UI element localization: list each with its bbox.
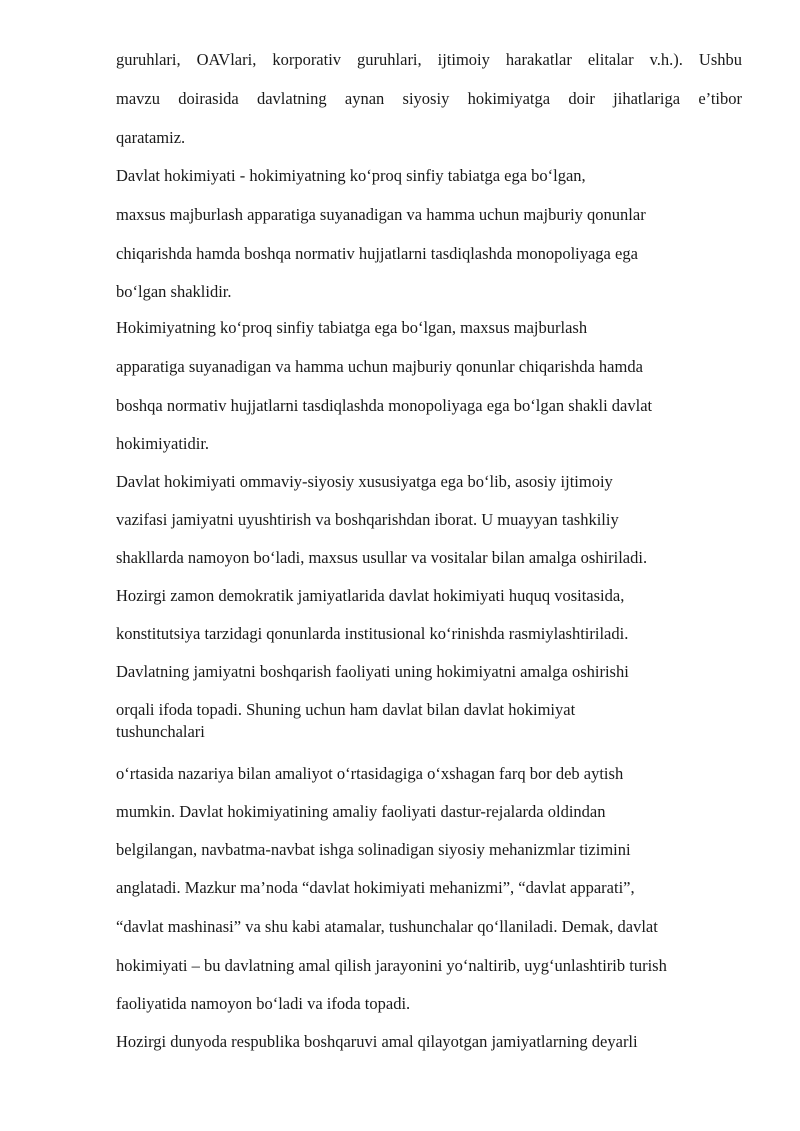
text-line: boshqa normativ hujjatlarni tasdiqlashda monopoliyaga ega bo‘lgan shakli davlat: [116, 396, 653, 415]
text-line: qaratamiz.: [116, 128, 186, 147]
text-line: Davlat hokimiyati - hokimiyatning ko‘proq sinfiy tabiatga ega bo‘lgan,: [116, 166, 586, 185]
text-line: Davlatning jamiyatni boshqarish faoliyati uning hokimiyatni amalga oshirishi: [116, 662, 629, 681]
text-line: guruhlari, OAVlari, korporativ guruhlari, ijtimoiy harakatlar elitalar v.h.). Ushbu: [116, 50, 742, 69]
text-line: shakllarda namoyon bo‘ladi, maxsus usullar va vositalar bilan amalga oshiriladi.: [116, 548, 648, 567]
text-line: chiqarishda hamda boshqa normativ hujjatlarni tasdiqlashda monopoliyaga ega: [116, 244, 638, 263]
text-line: bo‘lgan shaklidir.: [116, 282, 232, 301]
text-line: mumkin. Davlat hokimiyatining amaliy faoliyati dastur-rejalarda oldindan: [116, 802, 606, 821]
text-line: Davlat hokimiyati ommaviy-siyosiy xususiyatga ega bo‘lib, asosiy ijtimoiy: [116, 472, 613, 491]
text-line: “davlat mashinasi” va shu kabi atamalar, tushunchalar qo‘llaniladi. Demak, davlat: [116, 917, 658, 936]
text-line: hokimiyati – bu davlatning amal qilish jarayonini yo‘naltirib, uyg‘unlashtirib turish: [116, 956, 667, 975]
text-line: vazifasi jamiyatni uyushtirish va boshqarishdan iborat. U muayyan tashkiliy: [116, 510, 619, 529]
text-line: hokimiyatidir.: [116, 434, 210, 453]
text-line: konstitutsiya tarzidagi qonunlarda institusional ko‘rinishda rasmiylashtiriladi.: [116, 624, 629, 643]
text-line: Hozirgi zamon demokratik jamiyatlarida davlat hokimiyati huquq vositasida,: [116, 586, 625, 605]
text-line: maxsus majburlash apparatiga suyanadigan va hamma uchun majburiy qonunlar: [116, 205, 646, 224]
text-line: belgilangan, navbatma-navbat ishga solinadigan siyosiy mehanizmlar tizimini: [116, 840, 631, 859]
text-line: anglatadi. Mazkur ma’noda “davlat hokimiyati mehanizmi”, “davlat apparati”,: [116, 878, 635, 897]
text-line: mavzu doirasida davlatning aynan siyosiy hokimiyatga doir jihatlariga e’tibor: [116, 89, 742, 108]
text-line: tushunchalari: [116, 722, 205, 741]
text-line: Hozirgi dunyoda respublika boshqaruvi amal qilayotgan jamiyatlarning deyarli: [116, 1032, 638, 1051]
text-line: o‘rtasida nazariya bilan amaliyot o‘rtasidagiga o‘xshagan farq bor deb aytish: [116, 764, 624, 783]
text-line: faoliyatida namoyon bo‘ladi va ifoda topadi.: [116, 994, 411, 1013]
text-line: orqali ifoda topadi. Shuning uchun ham davlat bilan davlat hokimiyat: [116, 700, 576, 719]
text-line: apparatiga suyanadigan va hamma uchun majburiy qonunlar chiqarishda hamda: [116, 357, 643, 376]
text-line: Hokimiyatning ko‘proq sinfiy tabiatga ega bo‘lgan, maxsus majburlash: [116, 318, 588, 337]
